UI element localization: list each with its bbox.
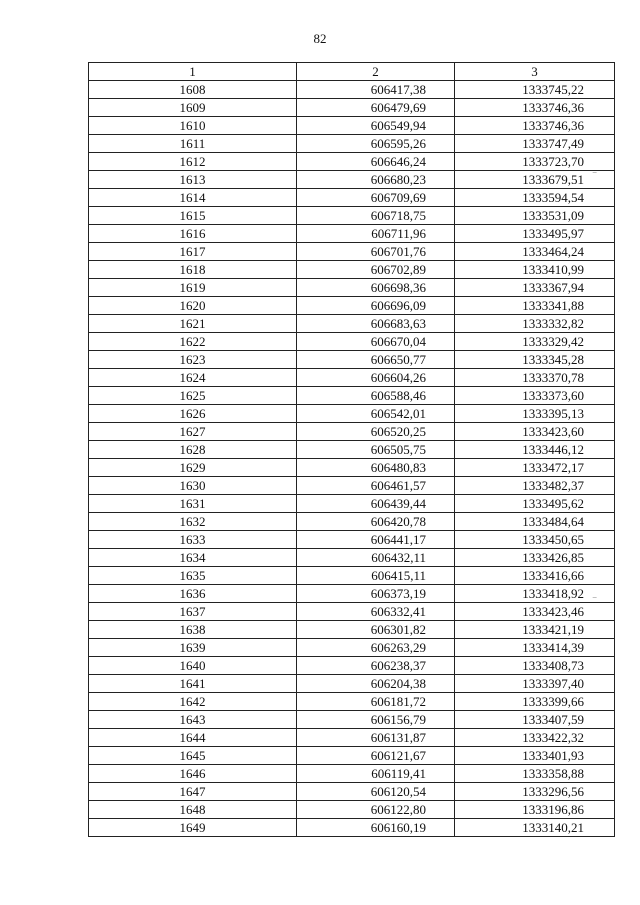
y-coordinate-cell: 1333410,99 [455, 261, 615, 279]
x-coordinate-cell: 606701,76 [297, 243, 455, 261]
table-row [89, 351, 615, 369]
table-row [89, 477, 615, 495]
table-row [89, 693, 615, 711]
table-row [89, 261, 615, 279]
x-coordinate-cell: 606702,89 [297, 261, 455, 279]
page-number: 82 [313, 31, 327, 46]
table-row [89, 531, 615, 549]
table-row [89, 657, 615, 675]
y-coordinate-cell: 1333341,88 [455, 297, 615, 315]
table-row [89, 207, 615, 225]
point-number-cell: 1612 [89, 153, 297, 171]
point-number-cell: 1632 [89, 513, 297, 531]
x-coordinate-cell: 606160,19 [297, 819, 455, 837]
y-coordinate-cell: 1333418,92 [455, 585, 615, 603]
y-coordinate-cell: 1333747,49 [455, 135, 615, 153]
y-coordinate-cell: 1333358,88 [455, 765, 615, 783]
table-row [89, 603, 615, 621]
y-coordinate-cell: 1333594,54 [455, 189, 615, 207]
point-number-cell: 1614 [89, 189, 297, 207]
point-number-cell: 1616 [89, 225, 297, 243]
x-coordinate-cell: 606718,75 [297, 207, 455, 225]
point-number-cell: 1615 [89, 207, 297, 225]
y-coordinate-cell: 1333746,36 [455, 99, 615, 117]
x-coordinate-cell: 606670,04 [297, 333, 455, 351]
table-row [89, 405, 615, 423]
point-number-cell: 1629 [89, 459, 297, 477]
table-row [89, 441, 615, 459]
table-row [89, 513, 615, 531]
point-number-cell: 1625 [89, 387, 297, 405]
point-number-cell: 1631 [89, 495, 297, 513]
table-row [89, 549, 615, 567]
y-coordinate-cell: 1333495,62 [455, 495, 615, 513]
point-number-cell: 1617 [89, 243, 297, 261]
table-row [89, 81, 615, 99]
table-row [89, 171, 615, 189]
table-row [89, 225, 615, 243]
x-coordinate-cell: 606131,87 [297, 729, 455, 747]
y-coordinate-cell: 1333397,40 [455, 675, 615, 693]
point-number-cell: 1628 [89, 441, 297, 459]
x-coordinate-cell: 606441,17 [297, 531, 455, 549]
x-coordinate-cell: 606549,94 [297, 117, 455, 135]
point-number-cell: 1638 [89, 621, 297, 639]
x-coordinate-cell: 606204,38 [297, 675, 455, 693]
x-coordinate-cell: 606711,96 [297, 225, 455, 243]
point-number-cell: 1641 [89, 675, 297, 693]
table-row [89, 279, 615, 297]
table-row [89, 621, 615, 639]
table-row [89, 135, 615, 153]
x-coordinate-cell: 606650,77 [297, 351, 455, 369]
point-number-cell: 1635 [89, 567, 297, 585]
x-coordinate-cell: 606680,23 [297, 171, 455, 189]
table-row [89, 783, 615, 801]
table-row [89, 747, 615, 765]
point-number-cell: 1610 [89, 117, 297, 135]
x-coordinate-cell: 606263,29 [297, 639, 455, 657]
x-coordinate-cell: 606479,69 [297, 99, 455, 117]
y-coordinate-cell: 1333196,86 [455, 801, 615, 819]
table-row [89, 315, 615, 333]
y-coordinate-cell: 1333426,85 [455, 549, 615, 567]
y-coordinate-cell: 1333373,60 [455, 387, 615, 405]
column-header-1: 1 [89, 63, 297, 81]
y-coordinate-cell: 1333679,51 [455, 171, 615, 189]
x-coordinate-cell: 606520,25 [297, 423, 455, 441]
table-row [89, 801, 615, 819]
point-number-cell: 1634 [89, 549, 297, 567]
table-row [89, 387, 615, 405]
point-number-cell: 1639 [89, 639, 297, 657]
table-row [89, 369, 615, 387]
point-number-cell: 1620 [89, 297, 297, 315]
table-row [89, 117, 615, 135]
x-coordinate-cell: 606121,67 [297, 747, 455, 765]
y-coordinate-cell: 1333408,73 [455, 657, 615, 675]
x-coordinate-cell: 606542,01 [297, 405, 455, 423]
point-number-cell: 1627 [89, 423, 297, 441]
x-coordinate-cell: 606238,37 [297, 657, 455, 675]
y-coordinate-cell: 1333329,42 [455, 333, 615, 351]
column-header-3: 3 [455, 63, 615, 81]
table-row [89, 243, 615, 261]
point-number-cell: 1640 [89, 657, 297, 675]
table-row [89, 297, 615, 315]
x-coordinate-cell: 606595,26 [297, 135, 455, 153]
y-coordinate-cell: 1333495,97 [455, 225, 615, 243]
scan-mark: ⁻ [592, 170, 598, 181]
x-coordinate-cell: 606461,57 [297, 477, 455, 495]
y-coordinate-cell: 1333531,09 [455, 207, 615, 225]
table-row [89, 99, 615, 117]
point-number-cell: 1649 [89, 819, 297, 837]
y-coordinate-cell: 1333464,24 [455, 243, 615, 261]
y-coordinate-cell: 1333421,19 [455, 621, 615, 639]
point-number-cell: 1621 [89, 315, 297, 333]
point-number-cell: 1622 [89, 333, 297, 351]
point-number-cell: 1613 [89, 171, 297, 189]
y-coordinate-cell: 1333745,22 [455, 81, 615, 99]
y-coordinate-cell: 1333414,39 [455, 639, 615, 657]
x-coordinate-cell: 606156,79 [297, 711, 455, 729]
point-number-cell: 1644 [89, 729, 297, 747]
y-coordinate-cell: 1333482,37 [455, 477, 615, 495]
point-number-cell: 1648 [89, 801, 297, 819]
point-number-cell: 1643 [89, 711, 297, 729]
point-number-cell: 1647 [89, 783, 297, 801]
y-coordinate-cell: 1333416,66 [455, 567, 615, 585]
x-coordinate-cell: 606181,72 [297, 693, 455, 711]
point-number-cell: 1642 [89, 693, 297, 711]
table-row [89, 153, 615, 171]
point-number-cell: 1611 [89, 135, 297, 153]
x-coordinate-cell: 606683,63 [297, 315, 455, 333]
point-number-cell: 1624 [89, 369, 297, 387]
point-number-cell: 1633 [89, 531, 297, 549]
x-coordinate-cell: 606122,80 [297, 801, 455, 819]
table-row [89, 639, 615, 657]
table-row [89, 567, 615, 585]
y-coordinate-cell: 1333345,28 [455, 351, 615, 369]
table-row [89, 675, 615, 693]
y-coordinate-cell: 1333423,60 [455, 423, 615, 441]
x-coordinate-cell: 606373,19 [297, 585, 455, 603]
table-row [89, 765, 615, 783]
y-coordinate-cell: 1333140,21 [455, 819, 615, 837]
y-coordinate-cell: 1333422,32 [455, 729, 615, 747]
y-coordinate-cell: 1333332,82 [455, 315, 615, 333]
y-coordinate-cell: 1333472,17 [455, 459, 615, 477]
x-coordinate-cell: 606505,75 [297, 441, 455, 459]
point-number-cell: 1637 [89, 603, 297, 621]
y-coordinate-cell: 1333423,46 [455, 603, 615, 621]
x-coordinate-cell: 606415,11 [297, 567, 455, 585]
table-row [89, 711, 615, 729]
table-body [89, 81, 615, 837]
y-coordinate-cell: 1333399,66 [455, 693, 615, 711]
y-coordinate-cell: 1333723,70 [455, 153, 615, 171]
point-number-cell: 1618 [89, 261, 297, 279]
x-coordinate-cell: 606646,24 [297, 153, 455, 171]
x-coordinate-cell: 606709,69 [297, 189, 455, 207]
y-coordinate-cell: 1333746,36 [455, 117, 615, 135]
point-number-cell: 1646 [89, 765, 297, 783]
point-number-cell: 1608 [89, 81, 297, 99]
y-coordinate-cell: 1333401,93 [455, 747, 615, 765]
x-coordinate-cell: 606332,41 [297, 603, 455, 621]
coordinates-table [88, 62, 615, 837]
table-header-row [89, 63, 615, 81]
table-row [89, 819, 615, 837]
point-number-cell: 1623 [89, 351, 297, 369]
point-number-cell: 1636 [89, 585, 297, 603]
y-coordinate-cell: 1333407,59 [455, 711, 615, 729]
table-row [89, 459, 615, 477]
x-coordinate-cell: 606432,11 [297, 549, 455, 567]
y-coordinate-cell: 1333296,56 [455, 783, 615, 801]
table-row [89, 585, 615, 603]
y-coordinate-cell: 1333446,12 [455, 441, 615, 459]
point-number-cell: 1609 [89, 99, 297, 117]
y-coordinate-cell: 1333484,64 [455, 513, 615, 531]
x-coordinate-cell: 606604,26 [297, 369, 455, 387]
scan-mark: ⁻ [592, 595, 598, 606]
x-coordinate-cell: 606420,78 [297, 513, 455, 531]
x-coordinate-cell: 606439,44 [297, 495, 455, 513]
point-number-cell: 1626 [89, 405, 297, 423]
y-coordinate-cell: 1333370,78 [455, 369, 615, 387]
y-coordinate-cell: 1333450,65 [455, 531, 615, 549]
x-coordinate-cell: 606480,83 [297, 459, 455, 477]
table-row [89, 495, 615, 513]
point-number-cell: 1619 [89, 279, 297, 297]
table-row [89, 189, 615, 207]
x-coordinate-cell: 606417,38 [297, 81, 455, 99]
x-coordinate-cell: 606698,36 [297, 279, 455, 297]
y-coordinate-cell: 1333395,13 [455, 405, 615, 423]
y-coordinate-cell: 1333367,94 [455, 279, 615, 297]
x-coordinate-cell: 606696,09 [297, 297, 455, 315]
point-number-cell: 1630 [89, 477, 297, 495]
x-coordinate-cell: 606301,82 [297, 621, 455, 639]
table-row [89, 423, 615, 441]
x-coordinate-cell: 606120,54 [297, 783, 455, 801]
column-header-2: 2 [297, 63, 455, 81]
point-number-cell: 1645 [89, 747, 297, 765]
table-row [89, 729, 615, 747]
x-coordinate-cell: 606119,41 [297, 765, 455, 783]
x-coordinate-cell: 606588,46 [297, 387, 455, 405]
table-row [89, 333, 615, 351]
